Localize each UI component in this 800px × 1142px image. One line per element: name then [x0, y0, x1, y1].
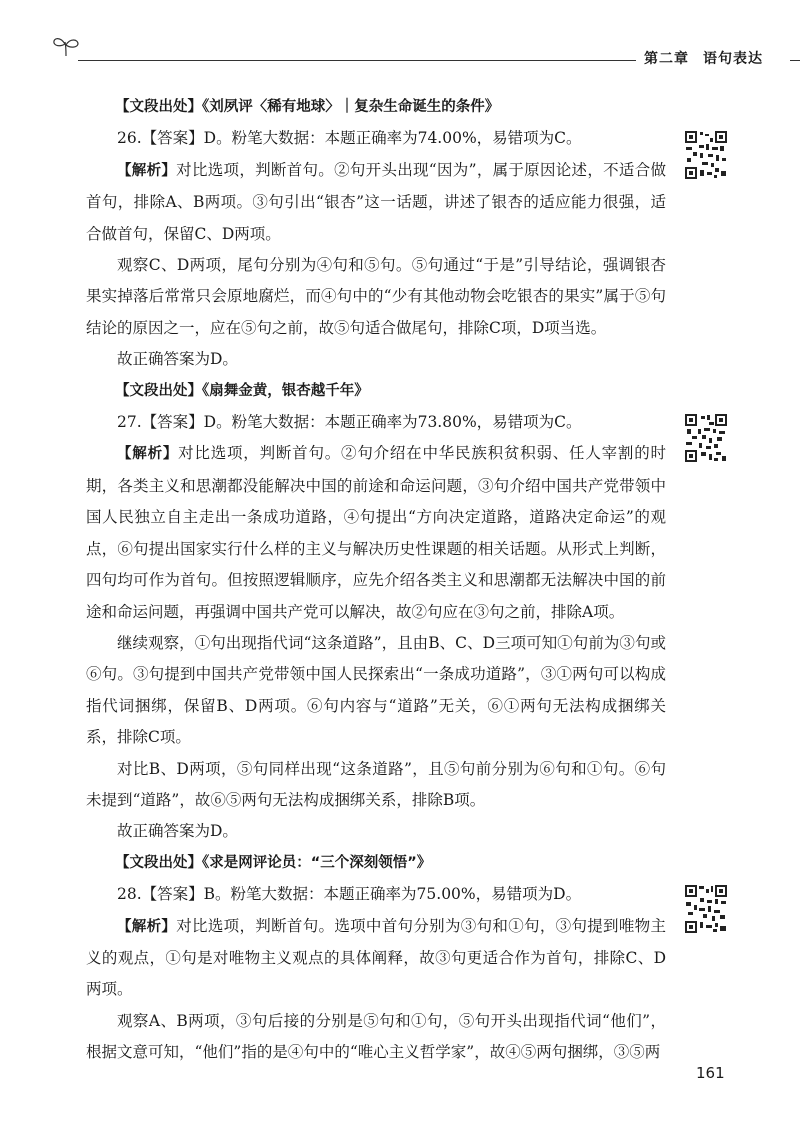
analysis-tag-28: 【解析】: [117, 918, 177, 935]
sprout-icon: [52, 34, 82, 58]
analysis-text-28: 对比选项，判断首句。选项中首句分别为③句和①句，③句提到唯物主义的观点，①句是对唯物主义观点的具体阐释，故③句更适合作为首句，排除C、D两项。: [86, 916, 666, 999]
analysis-tag-26: 【解析】: [117, 162, 177, 179]
header-rule-right: [790, 60, 800, 61]
page-number: 161: [696, 1064, 725, 1082]
source-27: 【文段出处】《扇舞金黄，银杏越千年》: [115, 382, 369, 399]
analysis-text-27: 对比选项，判断首句。②句介绍在中华民族积贫积弱、任人宰割的时期，各类主义和思潮都没能解决中国的前途和命运问题，③句介绍中国共产党带领中国人民独立自主走出一条成功道路，④句提出“方向决定道路，道路决定命运”的观点，⑥句提出国家实行什么样的主义与解决历史性课题的相关话题。从形式上判断，四句均可作为首句。但按照逻辑顺序，应先介绍各类主义和思潮都无法解决中国的前途和命运问题，再强调中国共产党可以解决，故②句应在③句之前，排除A项。: [86, 444, 666, 621]
analysis-28: [86, 911, 666, 1006]
answer-26: 26.【答案】D。粉笔大数据：本题正确率为74.00%，易错项为C。: [117, 129, 582, 148]
paragraph-27-3: 对比B、D两项，⑤句同样出现“这条道路”，且⑤句前分别为⑥句和①句。⑥句未提到“道路”，故⑥⑤两句无法构成捆绑关系，排除B项。: [86, 759, 666, 809]
qr-code-26[interactable]: [684, 130, 728, 180]
page-header: [52, 34, 764, 70]
qr-code-27[interactable]: [684, 413, 728, 463]
chapter-title: [644, 48, 763, 68]
qr-code-icon: [684, 884, 728, 934]
paragraph-28-2: 观察A、B两项，③句后接的分别是⑤句和①句，⑤句开头出现指代词“他们”，根据文意可知，“他们”指的是④句中的“唯心主义哲学家”，故④⑤两句捆绑，③⑤两: [86, 1011, 666, 1062]
answer-27: 27.【答案】D。粉笔大数据：本题正确率为73.80%，易错项为C。: [117, 413, 582, 432]
section-label: 语句表达: [703, 51, 763, 67]
qr-code-28[interactable]: [684, 884, 728, 934]
header-rule-left: [78, 60, 636, 61]
analysis-text-26: 对比选项，判断首句。②句开头出现“因为”，属于原因论述，不适合做首句，排除A、B两项。③句引出“银杏”这一话题，讲述了银杏的适应能力很强，适合做首句，保留C、D两项。: [86, 160, 667, 243]
qr-code-icon: [684, 130, 728, 180]
analysis-27: [86, 438, 666, 627]
paragraph-26-2: 观察C、D两项，尾句分别为④句和⑤句。⑤句通过“于是”引导结论，强调银杏果实掉落后常常只会原地腐烂，而④句中的“少有其他动物会吃银杏的果实”属于⑤句结论的原因之一，应在⑤句之前，故⑤句适合做尾句，排除C项，D项当选。: [86, 256, 666, 337]
source-26: 【文段出处】《刘夙评〈稀有地球〉｜复杂生命诞生的条件》: [115, 99, 500, 115]
chapter-label: 第二章: [644, 51, 689, 67]
answer-28: 28.【答案】B。粉笔大数据：本题正确率为75.00%，易错项为D。: [117, 885, 582, 904]
qr-code-icon: [684, 413, 728, 463]
conclusion-26: 故正确答案为D。: [117, 350, 238, 369]
conclusion-27: 故正确答案为D。: [117, 822, 238, 841]
analysis-tag-27: 【解析】: [117, 446, 179, 463]
analysis-26: [86, 155, 666, 250]
paragraph-27-2: 继续观察，①句出现指代词“这条道路”，且由B、C、D三项可知①句前为③句或⑥句。③句提到中国共产党带领中国人民探索出“一条成功道路”，③①两句可以构成指代词捆绑，保留B、D两项。⑥句内容与“道路”无关，⑥①两句无法构成捆绑关系，排除C项。: [86, 633, 666, 747]
page-content: [86, 92, 666, 1069]
source-28: 【文段出处】《求是网评论员：“三个深刻领悟”》: [115, 854, 432, 871]
